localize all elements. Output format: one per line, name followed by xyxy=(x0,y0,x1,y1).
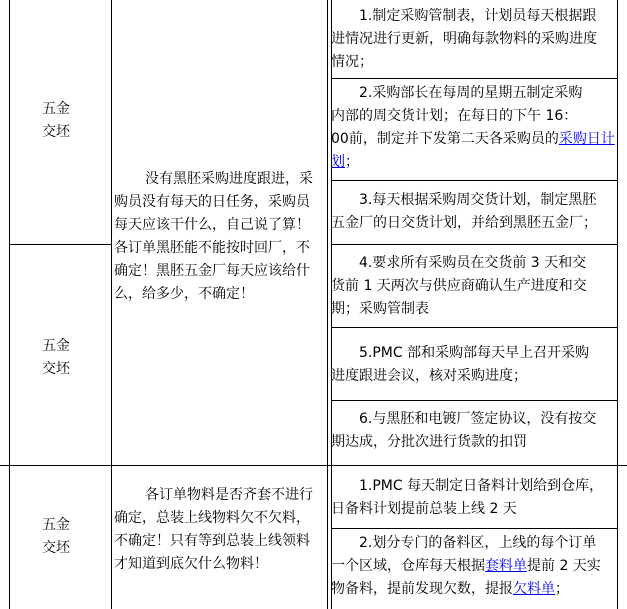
measure-cell xyxy=(331,82,615,174)
measure-text: ； xyxy=(345,154,359,170)
measure-text: ； xyxy=(555,581,569,597)
measure-cell xyxy=(331,5,597,74)
measure-text: 提前 2 天实 xyxy=(527,558,601,574)
category-line: 交坯 xyxy=(42,540,70,556)
grid-line xyxy=(9,244,112,245)
purchase-daily-plan-link-end[interactable]: 划 xyxy=(331,154,345,170)
problem-line: 么，给多少，不确定！ xyxy=(114,286,254,302)
measure-cell xyxy=(331,475,603,521)
measure-cell xyxy=(331,532,601,601)
problem-line: 确定！黑胚五金厂每天应该给什 xyxy=(114,263,310,279)
measure-line: 日备料计划提前总装上线 2 天 xyxy=(331,501,517,517)
measure-line: 期达成，分批次进行货款的扣罚 xyxy=(331,434,527,450)
measure-line: 期；采购管制表 xyxy=(331,301,429,317)
problem-line: 才知道到底欠什么物料！ xyxy=(114,556,268,572)
measure-line: 1.PMC 每天制定日备料计划给到仓库， xyxy=(359,478,604,494)
problem-line: 购员没有每天的日任务，采购员 xyxy=(114,194,310,210)
grid-line xyxy=(331,528,618,529)
measure-text: 一个区域，仓库每天根据 xyxy=(331,558,485,574)
problem-cell xyxy=(114,484,313,576)
problem-line: 不确定！只有等到总装上线领料 xyxy=(114,533,310,549)
measure-line xyxy=(331,578,601,601)
grid-line xyxy=(617,0,618,609)
problem-line: 各订单黑胚能不能按时回厂，不 xyxy=(114,240,310,256)
measure-cell xyxy=(331,408,596,454)
category-cell xyxy=(0,98,112,144)
category-line: 五金 xyxy=(42,101,70,117)
measure-line: 4.要求所有采购员在交货前 3 天和交 xyxy=(359,255,587,271)
measure-line xyxy=(331,151,615,174)
problem-line: 每天应该干什么，自己说了算！ xyxy=(114,217,310,233)
purchase-daily-plan-link[interactable]: 采购日计 xyxy=(558,131,615,147)
grid-line xyxy=(331,327,618,328)
measure-line: 情况； xyxy=(331,54,373,70)
problem-cell xyxy=(114,168,313,306)
measure-cell xyxy=(331,342,589,388)
measure-line: 2.划分专门的备料区，上线的每个订单 xyxy=(359,535,597,551)
measure-line xyxy=(331,555,601,578)
measure-line: 内部的周交货计划；在每日的下午 16： xyxy=(331,108,578,124)
problem-line: 没有黑胚采购进度跟进，采 xyxy=(145,171,313,187)
grid-line xyxy=(331,78,618,79)
category-cell xyxy=(0,335,112,381)
problem-line: 确定，总装上线物料欠不欠料， xyxy=(114,510,310,526)
category-cell xyxy=(0,514,112,560)
category-line: 五金 xyxy=(42,338,70,354)
grid-line xyxy=(327,0,328,609)
measure-cell xyxy=(331,189,597,235)
category-line: 交坯 xyxy=(42,361,70,377)
measure-text: 物备料，提前发现欠数，提报 xyxy=(331,581,513,597)
measure-line: 五金厂的日交货计划，并给到黑胚五金厂； xyxy=(331,215,597,231)
measure-cell xyxy=(331,252,587,321)
grid-line xyxy=(0,465,627,466)
measure-line: 3.每天根据采购周交货计划，制定黑胚 xyxy=(359,192,597,208)
measure-line: 进度跟进会议，核对采购进度； xyxy=(331,368,527,384)
category-line: 五金 xyxy=(42,517,70,533)
shortage-list-link[interactable]: 欠料单 xyxy=(513,581,555,597)
problem-line: 各订单物料是否齐套不进行 xyxy=(145,487,313,503)
measure-line: 2.采购部长在每周的星期五制定采购 xyxy=(359,85,583,101)
grid-line xyxy=(331,180,618,181)
kit-list-link[interactable]: 套料单 xyxy=(485,558,527,574)
measure-line: 1.制定采购管制表，计划员每天根据跟 xyxy=(359,8,597,24)
measure-line: 进情况进行更新，明确每款物料的采购进度 xyxy=(331,31,597,47)
measure-text: 00前，制定并下发第二天各采购员的 xyxy=(331,131,559,147)
category-line: 交坯 xyxy=(42,124,70,140)
grid-line xyxy=(331,244,618,245)
measure-line xyxy=(331,128,615,151)
measure-line: 货前 1 天两次与供应商确认生产进度和交 xyxy=(331,278,587,294)
grid-line xyxy=(331,400,618,401)
measure-line: 5.PMC 部和采购部每天早上召开采购 xyxy=(359,345,590,361)
measure-line: 6.与黑胚和电镀厂签定协议，没有按交 xyxy=(359,411,597,427)
